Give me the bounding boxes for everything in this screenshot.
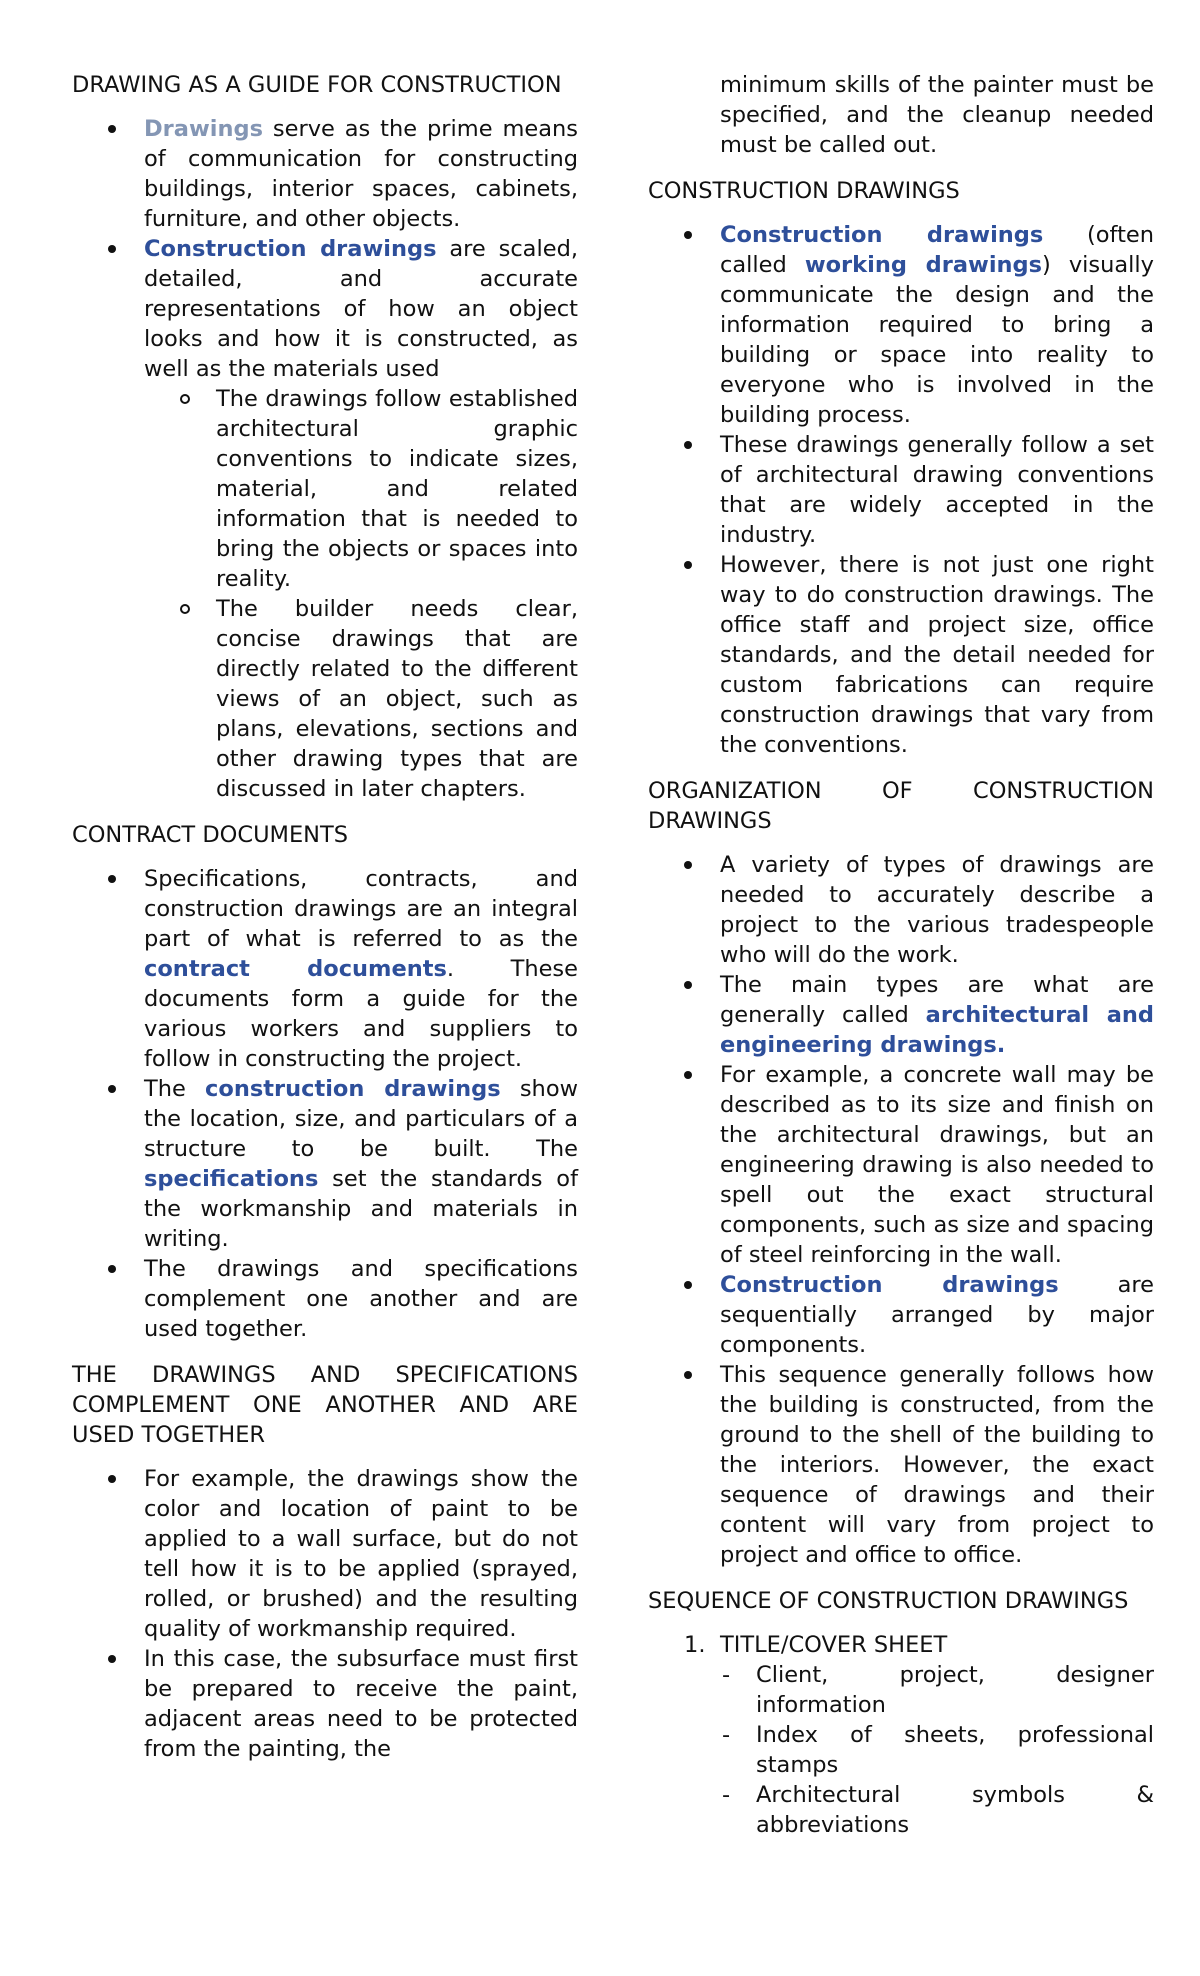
list-item-continuation: minimum skills of the painter must be specified, and the cleanup needed must be called out. xyxy=(720,72,1154,158)
complement-list xyxy=(72,1464,578,1764)
term-construction-drawings: Construction drawings xyxy=(144,236,437,262)
list-item xyxy=(648,220,1154,430)
heading-drawing-as-guide: DRAWING AS A GUIDE FOR CONSTRUCTION xyxy=(72,72,562,98)
intro-list xyxy=(72,114,578,804)
list-item: A variety of types of drawings are needed to accurately describe a project to the various tradespeople who will do the work. xyxy=(648,850,1154,970)
list-item: However, there is not just one right way to do construction drawings. The office staff and project size, office standards, and the detail needed for custom fabrications can require construction drawings that vary from the conventions. xyxy=(648,550,1154,760)
contract-list xyxy=(72,864,578,1344)
heading-drawings-and-specifications: THE DRAWINGS AND SPECIFICATIONS COMPLEMENT ONE ANOTHER AND ARE USED TOGETHER xyxy=(72,1362,578,1448)
sub-list-item: The drawings follow established architectural graphic conventions to indicate sizes, material, and related information that is needed to bring the objects or spaces into reality. xyxy=(144,384,578,594)
list-item-text: Specifications, contracts, and construction drawings are an integral part of what is referred to as the xyxy=(144,866,578,952)
list-item: In this case, the subsurface must first be prepared to receive the paint, adjacent areas need to be protected from the painting, the xyxy=(72,1644,578,1764)
sequence-list xyxy=(648,1630,1154,1840)
term-architectural-engineering-drawings: architectural and engineering drawings. xyxy=(720,1002,1154,1058)
list-item: This sequence generally follows how the building is constructed, from the ground to the shell of the building to the interiors. However, the exact sequence of drawings and their content will vary from project to project and office to office. xyxy=(648,1360,1154,1570)
heading-sequence: SEQUENCE OF CONSTRUCTION DRAWINGS xyxy=(648,1588,1129,1614)
heading-construction-drawings: CONSTRUCTION DRAWINGS xyxy=(648,178,960,204)
sequence-number: 1. xyxy=(684,1632,706,1658)
sub-list-item: The builder needs clear, concise drawings that are directly related to the different views of an object, such as plans, elevations, sections and other drawing types that are discussed in later chapters. xyxy=(144,594,578,804)
list-item: The drawings and specifications complement one another and are used together. xyxy=(72,1254,578,1344)
sequence-item xyxy=(648,1630,1154,1840)
dash-item: - Client, project, designer information xyxy=(720,1660,1154,1720)
list-item-text: are scaled, detailed, and accurate representations of how an object looks and how it is constructed, as well as the materials used xyxy=(144,236,579,382)
list-item xyxy=(72,1074,578,1254)
term-working-drawings: working drawings xyxy=(804,252,1043,278)
term-specifications: specifications xyxy=(144,1166,319,1192)
left-column xyxy=(72,70,578,1764)
sub-list xyxy=(144,384,578,804)
term-construction-drawings: Construction drawings xyxy=(720,1272,1059,1298)
organization-list xyxy=(648,850,1154,1570)
list-item-text: set the standards of the workmanship and materials in writing. xyxy=(144,1166,578,1252)
sequence-title: TITLE/COVER SHEET xyxy=(720,1632,948,1658)
list-item-text: are sequentially arranged by major components. xyxy=(720,1272,1154,1358)
list-item-text: ) visually communicate the design and the information required to bring a building or space into reality to everyone who is involved in the building process. xyxy=(720,252,1154,428)
term-construction-drawings: construction drawings xyxy=(205,1076,501,1102)
list-item-text: show the location, size, and particulars of a structure to be built. The xyxy=(144,1076,578,1162)
list-item: These drawings generally follow a set of architectural drawing conventions that are widely accepted in the industry. xyxy=(648,430,1154,550)
dash-item: - Index of sheets, professional stamps xyxy=(720,1720,1154,1780)
construction-drawings-list xyxy=(648,220,1154,760)
list-item: For example, the drawings show the color and location of paint to be applied to a wall surface, but do not tell how it is to be applied (sprayed, rolled, or brushed) and the resulting quality of workmanship required. xyxy=(72,1464,578,1644)
sequence-sub-list xyxy=(720,1660,1154,1840)
list-item-text: . These documents form a guide for the various workers and suppliers to follow in constructing the project. xyxy=(144,956,578,1072)
term-drawings: Drawings xyxy=(144,116,263,142)
list-item xyxy=(648,1270,1154,1360)
list-item xyxy=(72,234,578,804)
list-item-text: (often called xyxy=(720,222,1154,278)
heading-organization: ORGANIZATION OF CONSTRUCTION DRAWINGS xyxy=(648,778,1154,834)
list-item xyxy=(72,864,578,1074)
list-item-text: The xyxy=(144,1076,206,1102)
list-item xyxy=(72,114,578,234)
list-item xyxy=(648,970,1154,1060)
list-item: For example, a concrete wall may be described as to its size and finish on the architectural drawings, but an engineering drawing is also needed to spell out the exact structural components, such as size and spacing of steel reinforcing in the wall. xyxy=(648,1060,1154,1270)
heading-contract-documents: CONTRACT DOCUMENTS xyxy=(72,822,349,848)
term-contract-documents: contract documents xyxy=(144,956,447,982)
list-item-text: The main types are what are generally called xyxy=(720,972,1154,1028)
dash-item: - Architectural symbols & abbreviations xyxy=(720,1780,1154,1840)
list-item-text: serve as the prime means of communication for constructing buildings, interior spaces, cabinets, furniture, and other objects. xyxy=(144,116,578,232)
right-column xyxy=(648,70,1154,1840)
term-construction-drawings: Construction drawings xyxy=(720,222,1044,248)
